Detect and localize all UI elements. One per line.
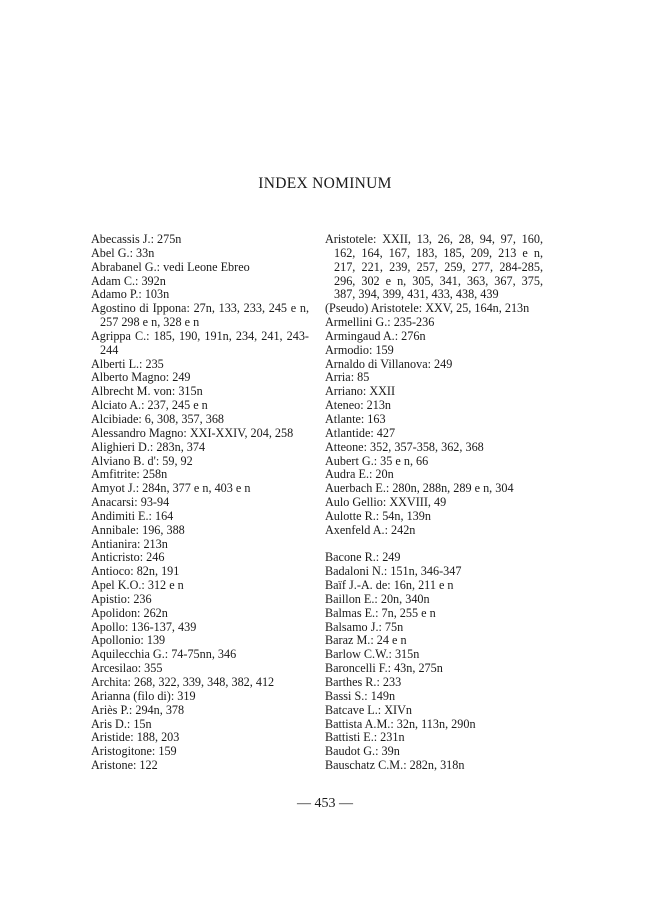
index-entry: Aristide: 188, 203 xyxy=(91,730,180,745)
index-entry: Armellini G.: 235-236 xyxy=(325,315,435,330)
index-entry: Aristone: 122 xyxy=(91,758,158,773)
index-entry: Apollo: 136-137, 439 xyxy=(91,619,197,634)
index-entry: Battista A.M.: 32n, 113n, 290n xyxy=(325,716,476,731)
index-entry: Axenfeld A.: 242n xyxy=(325,522,416,537)
index-entry: Abel G.: 33n xyxy=(91,245,155,260)
page-number: — 453 — xyxy=(297,796,353,811)
index-entry: Abecassis J.: 275n xyxy=(91,232,182,246)
index-entry: Albrecht M. von: 315n xyxy=(91,384,203,399)
index-entry: Arriano: XXII xyxy=(325,384,396,399)
index-entry: Apolidon: 262n xyxy=(91,605,168,620)
index-entry: Balsamo J.: 75n xyxy=(325,619,404,634)
index-entry: Bauschatz C.M.: 282n, 318n xyxy=(325,758,465,773)
index-entry: Arria: 85 xyxy=(325,370,370,385)
page-title: INDEX NOMINUM xyxy=(258,175,392,192)
index-entry: Atlantide: 427 xyxy=(325,425,396,440)
index-entry: Ateneo: 213n xyxy=(325,398,392,413)
index-entry: Aulo Gellio: XXVIII, 49 xyxy=(325,495,447,510)
index-entry: Armodio: 159 xyxy=(325,342,394,357)
index-entry: Amfitrite: 258n xyxy=(91,467,168,482)
index-group-a xyxy=(325,233,543,538)
index-entry: Baïf J.-A. de: 16n, 211 e n xyxy=(325,578,454,593)
index-entry: Alcibiade: 6, 308, 357, 368 xyxy=(91,411,225,426)
index-entry: Alessandro Magno: XXI-XXIV, 204, 258 xyxy=(91,425,294,440)
index-entry: Armingaud A.: 276n xyxy=(325,328,426,343)
index-entry: Anticristo: 246 xyxy=(91,550,165,565)
index-entry: Audra E.: 20n xyxy=(325,467,394,482)
index-entry: Aquilecchia G.: 74-75nn, 346 xyxy=(91,647,237,662)
index-entry: Apistio: 236 xyxy=(91,591,152,606)
index-entry: Apollonio: 139 xyxy=(91,633,166,648)
index-entry: Aristogitone: 159 xyxy=(91,744,177,759)
index-entry: Atteone: 352, 357-358, 362, 368 xyxy=(325,439,484,454)
index-entry: Archita: 268, 322, 339, 348, 382, 412 xyxy=(91,675,275,689)
index-entry: Alviano B. d': 59, 92 xyxy=(91,453,193,468)
index-entry: Amyot J.: 284n, 377 e n, 403 e n xyxy=(91,481,251,496)
index-entry: Aris D.: 15n xyxy=(91,716,152,731)
index-entry: Agostino di Ippona: 27n, 133, 233, 245 e n, 257 298 e n, 328 e n xyxy=(91,301,309,330)
index-entry: Atlante: 163 xyxy=(325,411,386,426)
index-entry: Aristotele: XXII, 13, 26, 28, 94, 97, 160, 162, 164, 167, 183, 185, 209, 213 e n, 217, 221, 239, 257, 259, 277, 284-285, 296, 302 e n, 305, 341, 363, 367, 375, 387, 394, 399, 431, 433, 438, 439 xyxy=(325,232,543,302)
index-entry: Baroncelli F.: 43n, 275n xyxy=(325,661,443,676)
index-entry: Bacone R.: 249 xyxy=(325,550,401,565)
index-entry: Abrabanel G.: vedi Leone Ebreo xyxy=(91,259,250,274)
index-entry: Alciato A.: 237, 245 e n xyxy=(91,398,208,413)
index-entry: Alighieri D.: 283n, 374 xyxy=(91,439,206,454)
group-separator xyxy=(325,538,543,552)
index-entry: Bassi S.: 149n xyxy=(325,688,396,703)
index-entry: Antianira: 213n xyxy=(91,536,168,551)
index-entry: Adam C.: 392n xyxy=(91,273,166,288)
index-entry: Aulotte R.: 54n, 139n xyxy=(325,508,431,523)
index-column-left xyxy=(91,233,309,773)
index-entry: Battisti E.: 231n xyxy=(325,730,405,745)
index-entry: Aubert G.: 35 e n, 66 xyxy=(325,453,429,468)
index-group-b xyxy=(325,551,543,773)
index-entry: Antioco: 82n, 191 xyxy=(91,564,180,579)
index-entry: Annibale: 196, 388 xyxy=(91,522,185,537)
index-entry: Barlow C.W.: 315n xyxy=(325,647,420,662)
index-entry: Arnaldo di Villanova: 249 xyxy=(325,356,453,371)
index-entry: Alberto Magno: 249 xyxy=(91,370,191,385)
index-entry: Agrippa C.: 185, 190, 191n, 234, 241, 243-244 xyxy=(91,328,309,357)
index-entry: Alberti L.: 235 xyxy=(91,356,164,371)
index-entry: Badaloni N.: 151n, 346-347 xyxy=(325,564,462,579)
index-entry: Baraz M.: 24 e n xyxy=(325,633,407,648)
index-entry: Apel K.O.: 312 e n xyxy=(91,578,184,593)
index-entry: Adamo P.: 103n xyxy=(91,287,170,302)
index-entry: (Pseudo) Aristotele: XXV, 25, 164n, 213n xyxy=(325,301,530,316)
index-entry: Arcesilao: 355 xyxy=(91,661,163,676)
index-entry: Barthes R.: 233 xyxy=(325,675,402,689)
index-column-right xyxy=(325,233,543,773)
index-entry: Baillon E.: 20n, 340n xyxy=(325,591,430,606)
index-entry: Anacarsi: 93-94 xyxy=(91,495,170,510)
index-entry: Balmas E.: 7n, 255 e n xyxy=(325,605,436,620)
index-entry: Ariès P.: 294n, 378 xyxy=(91,702,185,717)
index-entry: Andimiti E.: 164 xyxy=(91,508,174,523)
index-entry: Baudot G.: 39n xyxy=(325,744,400,759)
index-entry: Arianna (filo di): 319 xyxy=(91,688,196,703)
index-entry: Auerbach E.: 280n, 288n, 289 e n, 304 xyxy=(325,481,514,496)
index-entry: Batcave L.: XIVn xyxy=(325,702,412,717)
